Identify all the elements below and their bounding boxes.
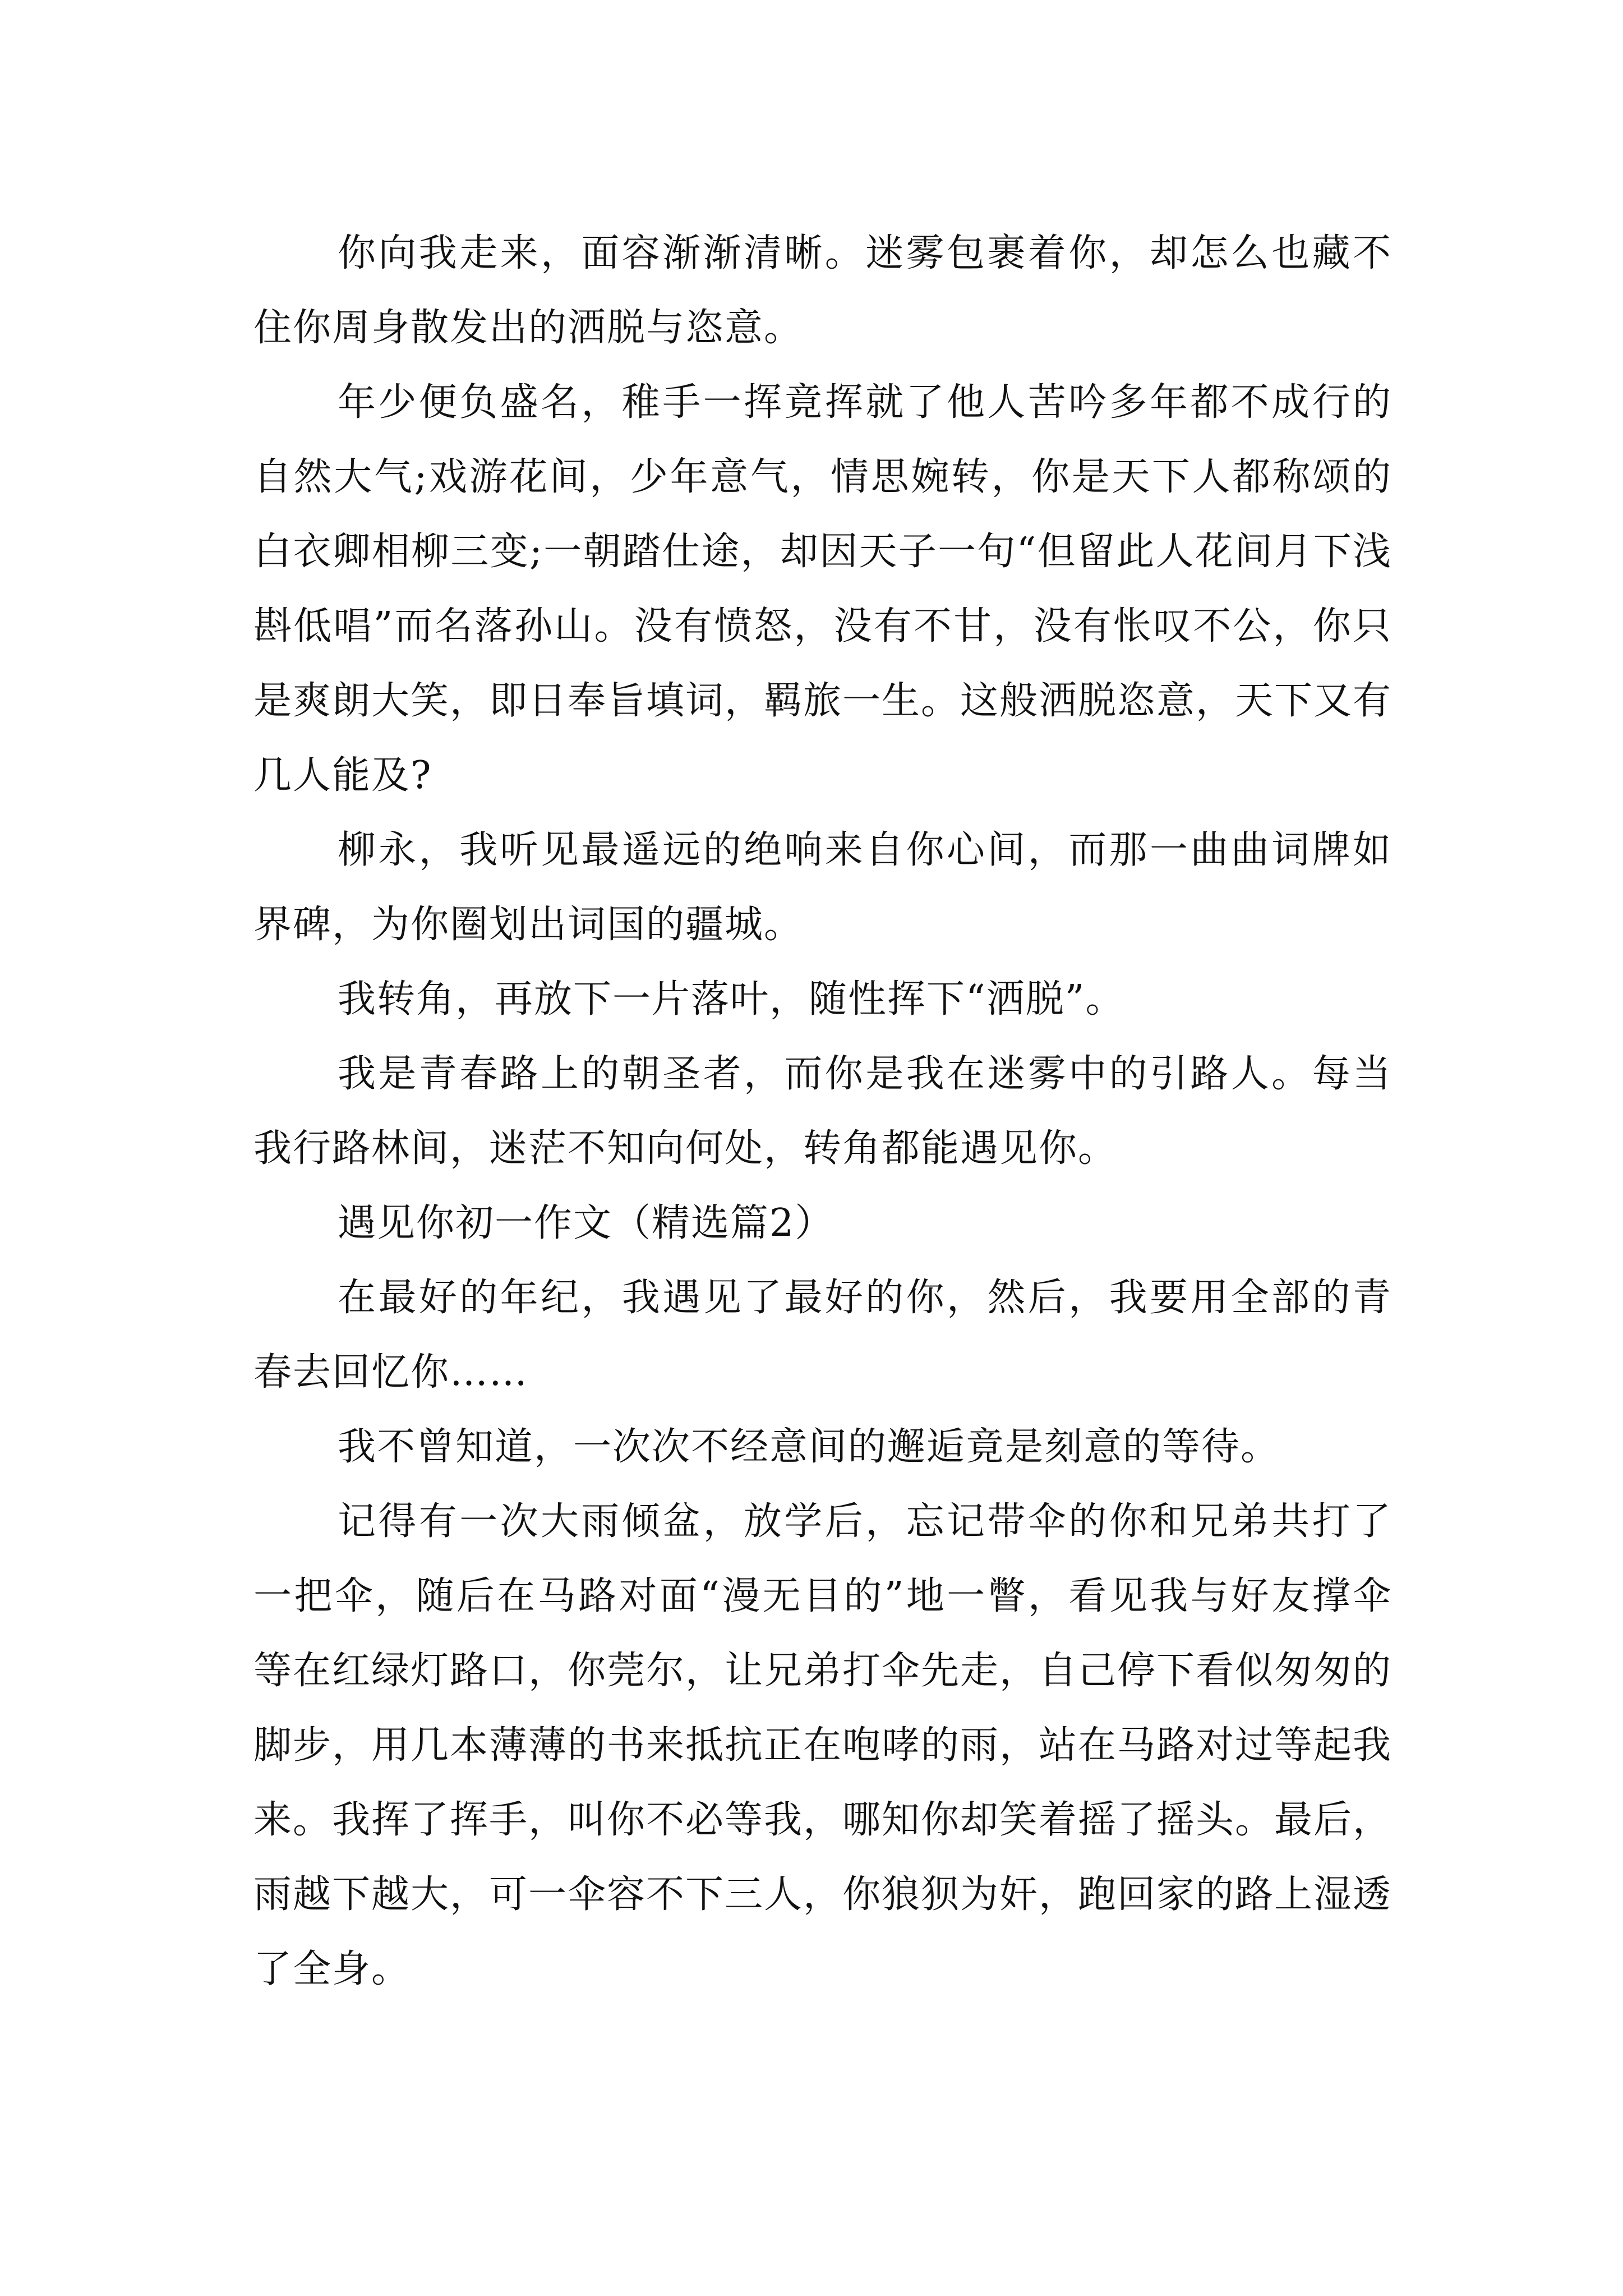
paragraph: 在最好的年纪，我遇见了最好的你，然后，我要用全部的青春去回忆你……	[253, 1276, 1392, 1395]
paragraph: 我是青春路上的朝圣者，而你是我在迷雾中的引路人。每当我行路林间，迷茫不知向何处，转角都能遇见你。	[253, 1052, 1392, 1171]
paragraph: 记得有一次大雨倾盆，放学后，忘记带伞的你和兄弟共打了一把伞，随后在马路对面“漫无目的”地一瞥，看见我与好友撑伞等在红绿灯路口，你莞尔，让兄弟打伞先走，自己停下看似匆匆的脚步，用几本薄薄的书来抵抗正在咆哮的雨，站在马路对过等起我来。我挥了挥手，叫你不必等我，哪知你却笑着摇了摇头。最后，雨越下越大，可一伞容不下三人，你狼狈为奸，跑回家的路上湿透了全身。	[253, 1499, 1393, 1991]
paragraph: 你向我走来，面容渐渐清晰。迷雾包裹着你，却怎么也藏不住你周身散发出的洒脱与恣意。	[253, 231, 1392, 350]
paragraph: 柳永，我听见最遥远的绝响来自你心间，而那一曲曲词牌如界碑，为你圈划出词国的疆城。	[253, 828, 1392, 947]
paragraph: 我不曾知道，一次次不经意间的邂逅竟是刻意的等待。	[338, 1425, 1280, 1469]
section-heading: 遇见你初一作文（精选篇2）	[338, 1201, 834, 1245]
document-body	[253, 216, 1392, 2007]
paragraph: 年少便负盛名，稚手一挥竟挥就了他人苦吟多年都不成行的自然大气;戏游花间，少年意气，情思婉转，你是天下人都称颂的白衣卿相柳三变;一朝踏仕途，却因天子一句“但留此人花间月下浅斟低唱”而名落孙山。没有愤怒，没有不甘，没有怅叹不公，你只是爽朗大笑，即日奉旨填词，羁旅一生。这般洒脱恣意，天下又有几人能及?	[253, 380, 1393, 798]
paragraph: 我转角，再放下一片落叶，随性挥下“洒脱”。	[338, 977, 1125, 1022]
